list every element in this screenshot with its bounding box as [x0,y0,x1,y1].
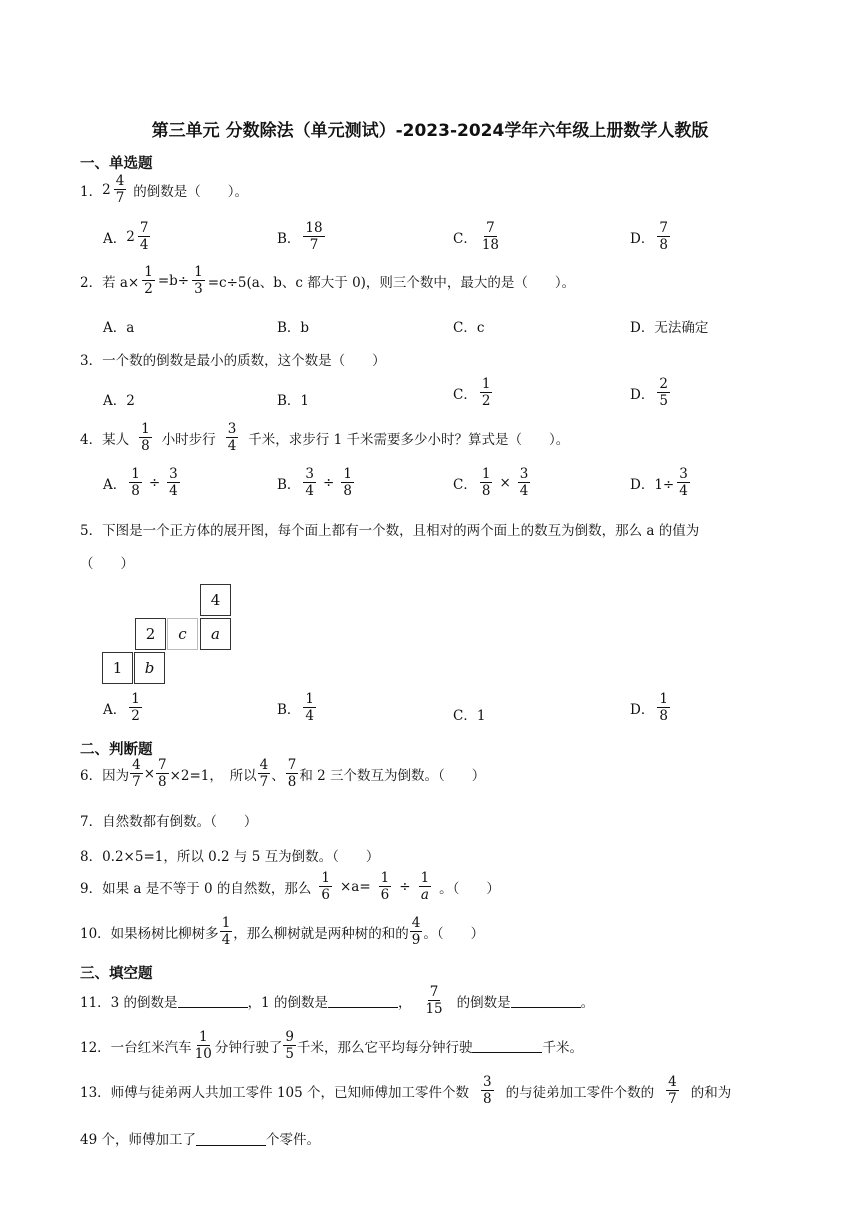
fraction: $\frac{1}{2}$ [144,264,153,298]
section-heading-true-false: 二、判断题 [80,742,153,758]
q3-option-c: C． $\frac{1}{2}$ [453,376,491,410]
question-9: 9．如果 a 是不等于 0 的自然数，那么 $\frac{1}{6}$ ×a= $\frac{1}{6}$ ÷ $\frac{1}{a}$ 。（ ） [80,870,500,904]
answer-blank[interactable] [328,993,398,1008]
q3-option-d: D． $\frac{2}{5}$ [630,376,668,410]
cube-net-figure [102,584,232,686]
question-4: 4．某人 $\frac{1}{8}$ 小时步行 $\frac{3}{4}$ 千米，求步行 1 千米需要多少小时？算式是（ ）。 [80,421,570,455]
q5-option-a: A． $\frac{1}{2}$ [103,691,140,725]
question-10: 10．如果杨树比柳树多 $\frac{1}{4}$ ，那么柳树就是两种树的和的 $\frac{4}{9}$ 。（ ） [80,915,485,949]
question-2: 2． 若 a× $\frac{1}{2}$ =b÷ $\frac{1}{3}$ =c÷5(a、b、c 都大于 0)，则三个数中，最大的是（ ）。 [80,264,576,298]
cube-face: a [200,618,231,650]
question-3: 3．一个数的倒数是最小的质数，这个数是（ ） [80,353,386,369]
q2-option-c: C．c [453,320,485,336]
q3-option-a: A．2 [103,393,135,409]
q5-option-d: D． $\frac{1}{8}$ [630,691,668,725]
answer-blank[interactable] [196,1131,266,1146]
question-12: 12．一台红米汽车 $\frac{1}{10}$ 分钟行驶了 $\frac{9}{5}$ 千米，那么它平均每分钟行驶 千米。 [80,1029,583,1063]
page-title: 第三单元 分数除法（单元测试）-2023-2024学年六年级上册数学人教版 [151,121,709,141]
cube-face: 2 [135,618,166,650]
question-1 [80,174,248,205]
question-11: 11．3 的倒数是 ，1 的倒数是 ， $\frac{7}{15}$ 的倒数是 。 [80,984,595,1018]
q4-option-b: B． $\frac{3}{4}$ ÷ $\frac{1}{8}$ [277,466,352,500]
q1-option-a: A． 2 $\frac{7}{4}$ [103,220,149,254]
question-13-line-2: 49 个，师傅加工了 个零件。 [80,1132,320,1148]
q4-option-c: C． $\frac{1}{8}$ × $\frac{3}{4}$ [453,466,529,500]
cube-face: 4 [200,584,231,616]
cube-face: b [134,652,165,684]
q1-option-c: C． $\frac{7}{18}$ [453,220,500,254]
q2-option-d: D．无法确定 [630,320,709,336]
section-heading-fill-blank: 三、填空题 [80,966,153,982]
question-5-blank: （ ） [80,556,134,572]
section-heading-single-choice: 一、单选题 [80,156,153,172]
question-5: 5．下图是一个正方体的展开图，每个面上都有一个数，且相对的两个面上的数互为倒数，那么 a 的值为 [80,523,700,539]
answer-blank[interactable] [178,993,248,1008]
mixed-number-whole: 2 [102,181,111,198]
q2-option-b: B．b [277,320,310,336]
question-6: 6．因为 $\frac{4}{7}$ × $\frac{7}{8}$ ×2=1， 所以 $\frac{4}{7}$ 、 $\frac{7}{8}$ 和 2 三个数互为倒数。（ ） [80,757,486,791]
q4-option-a: A． $\frac{1}{8}$ ÷ $\frac{3}{4}$ [103,466,178,500]
question-7: 7．自然数都有倒数。（ ） [80,814,258,830]
q2-option-a: A．a [103,320,135,336]
q1-option-d: D． $\frac{7}{8}$ [630,220,668,254]
question-8: 8．0.2×5=1，所以 0.2 与 5 互为倒数。（ ） [80,849,380,865]
question-text: 的倒数是（ ）。 [133,183,249,200]
fraction: $\frac{3}{4}$ [227,421,237,455]
q3-option-b: B．1 [277,393,310,409]
q5-option-b: B． $\frac{1}{4}$ [277,691,315,725]
answer-blank[interactable] [511,993,581,1008]
fraction: $\frac{1}{8}$ [141,421,150,455]
question-13: 13．师傅与徒弟两人共加工零件 105 个，已知师傅加工零件个数 $\frac{3}{8}$ 的与徒弟加工零件个数的 $\frac{4}{7}$ 的和为 [80,1074,732,1108]
q4-option-d: D．1÷ $\frac{3}{4}$ [630,466,688,500]
q5-option-c: C．1 [453,708,486,724]
fraction: $\frac{4}{7}$ [115,173,125,207]
q1-option-b: B． $\frac{18}{7}$ [277,220,323,254]
cube-face: 1 [102,652,133,684]
question-number: 1． [80,183,103,200]
answer-blank[interactable] [472,1038,542,1053]
fraction: $\frac{1}{3}$ [194,264,203,298]
question-number: 2． [80,274,103,291]
cube-face: c [167,618,198,650]
